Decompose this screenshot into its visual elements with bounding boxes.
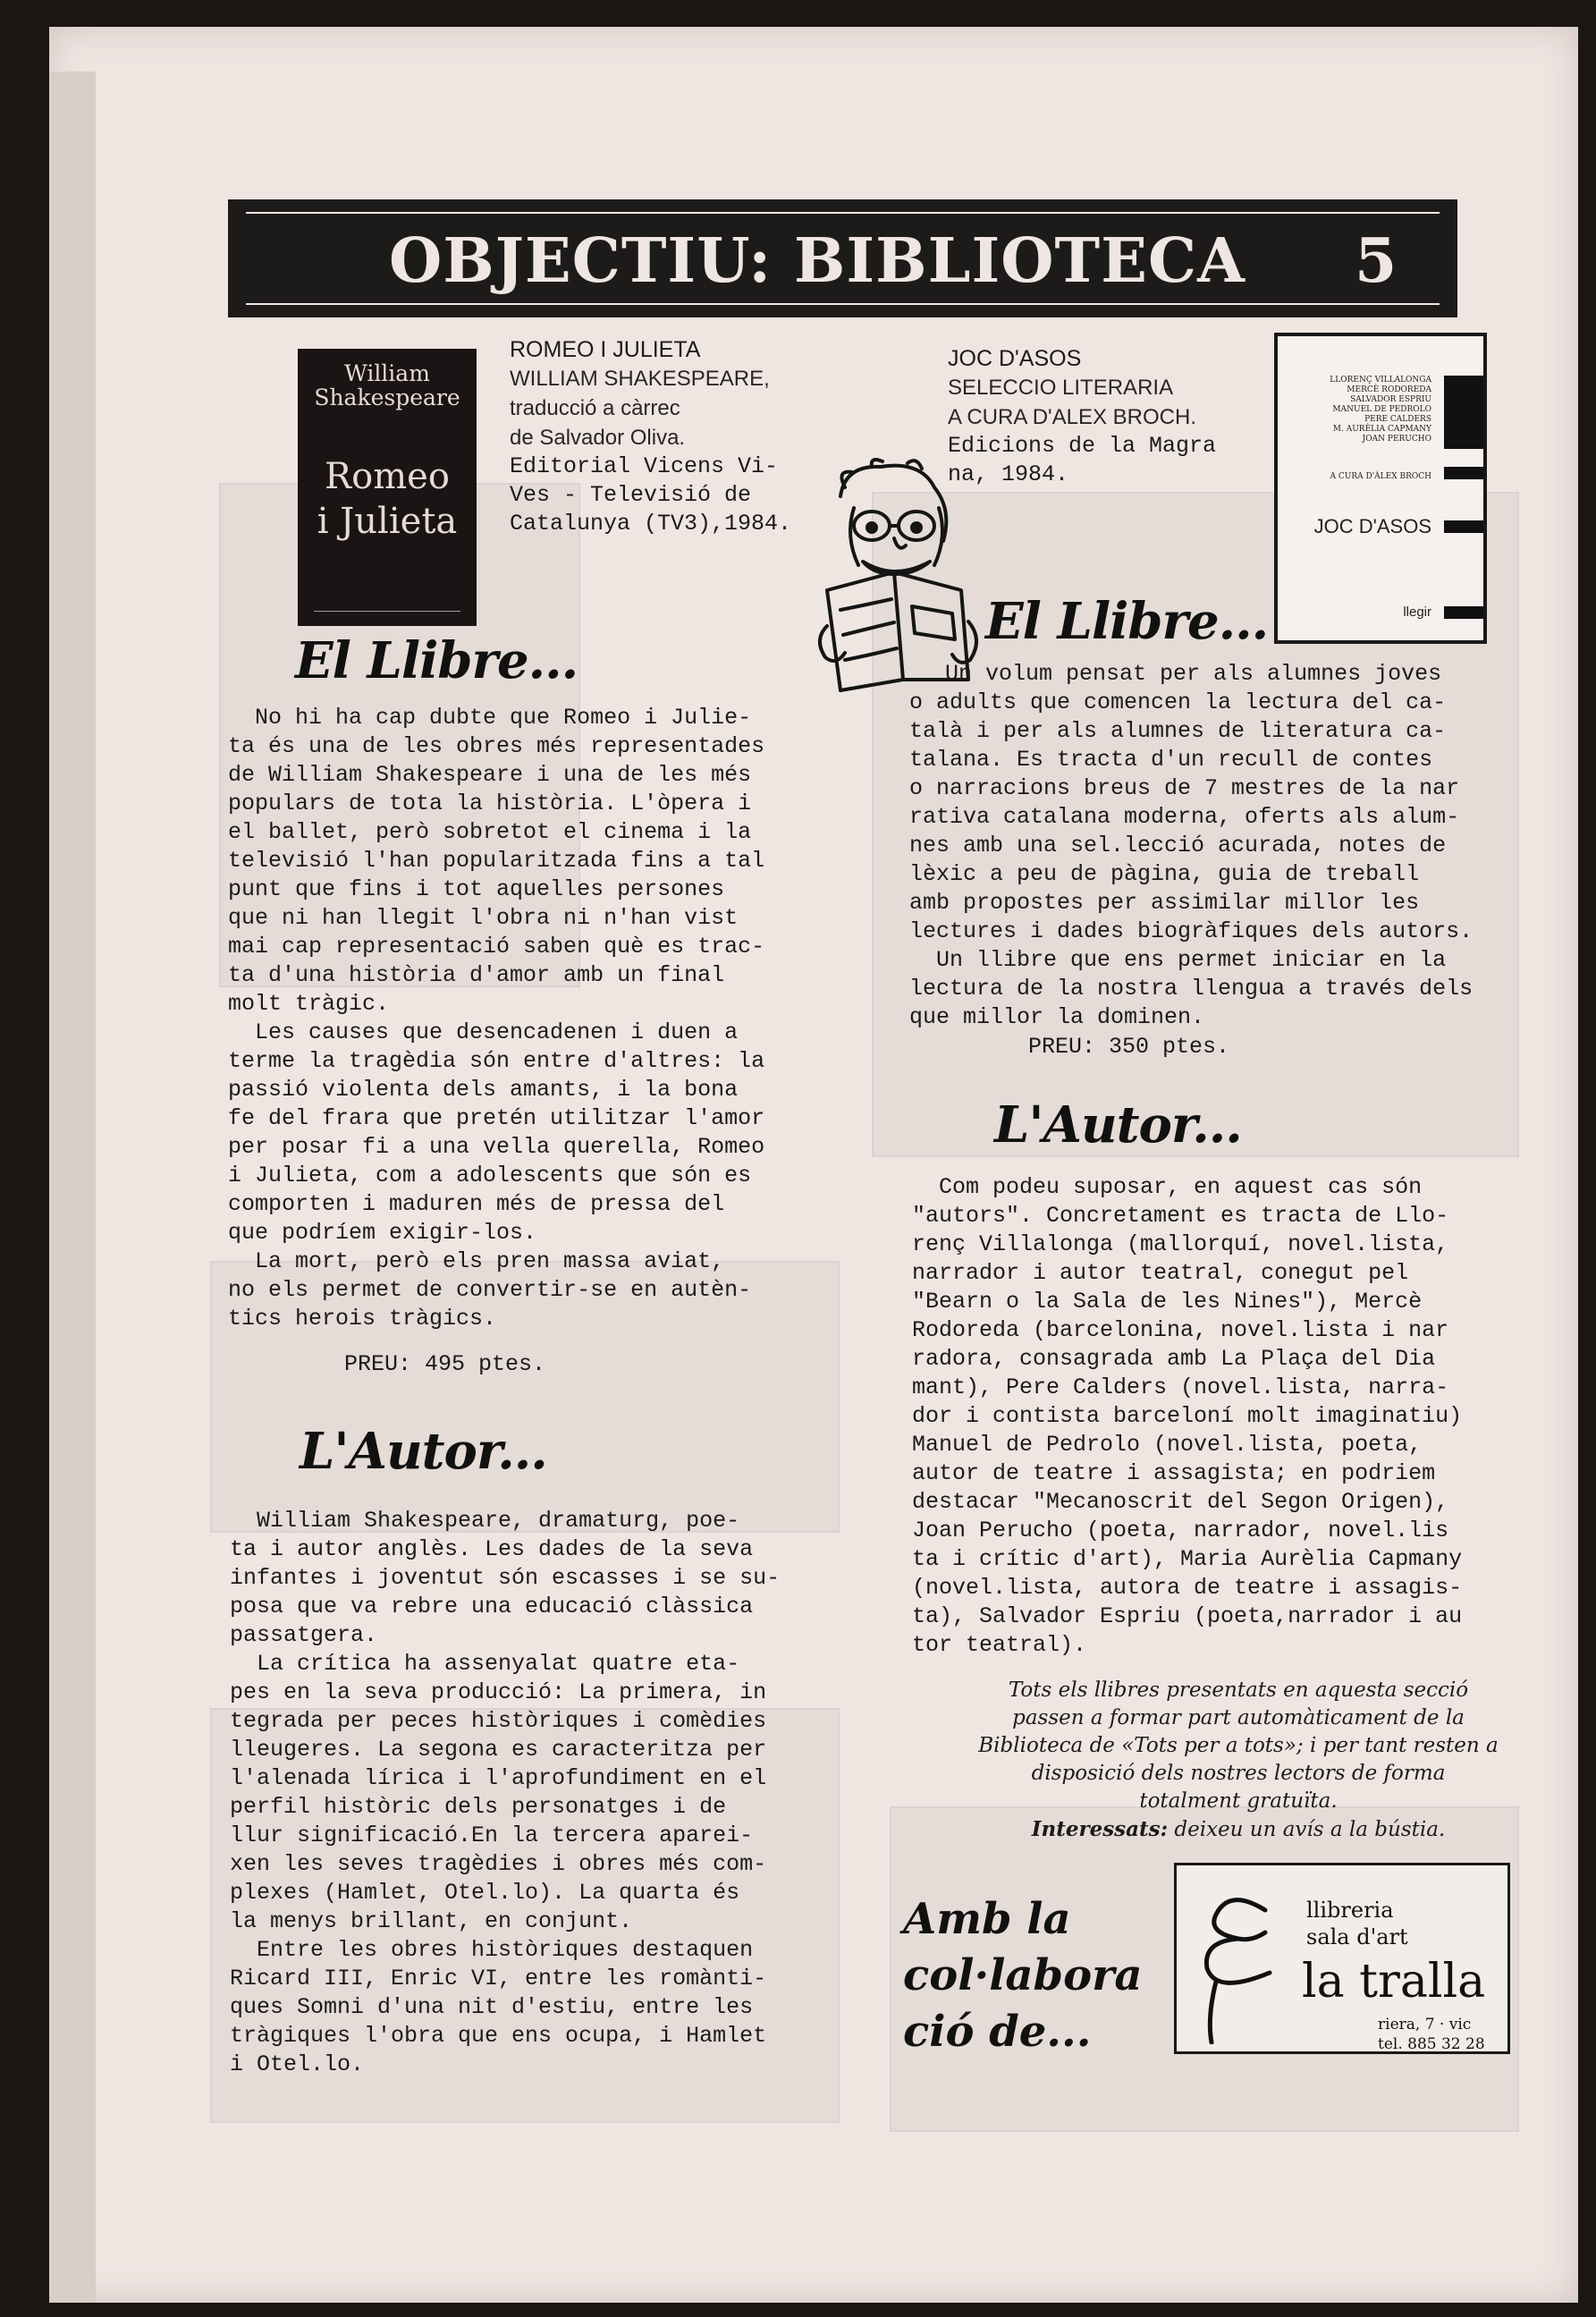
credit-line: A CURA D'ALEX BROCH. [948,405,1196,429]
text-line: que ni han llegit l'obra ni n'han vist [228,905,739,931]
cover-bar [1444,376,1483,449]
banner-rule [246,212,1440,214]
text-line: televisió l'han popularitzada fins a tal [228,848,765,874]
text-line: no els permet de convertir-se en autèn- [228,1277,752,1303]
book2-title: JOC D'ASOS [948,346,1082,371]
text-line: Entre les obres històriques destaquen [230,1937,754,1963]
text-line: (novel.lista, autora de teatre i assagis- [912,1575,1463,1601]
notice-line: Tots els llibres presentats en aquesta secció [1008,1679,1469,1702]
text-line: passió violenta dels amants, i la bona [228,1077,739,1103]
text-line: lectures i dades biogràfiques dels autors. [909,918,1474,944]
text-line: lleugeres. La segona es caracteritza per [230,1737,767,1763]
credit-line: na, 1984. [948,461,1069,487]
cover-publisher: llegir [1403,605,1431,620]
text-line: La crítica ha assenyalat quatre eta- [230,1651,740,1677]
cover-bar [1444,467,1483,479]
credit-line: traducció a càrrec [510,396,680,420]
text-line: "autors". Concretament es tracta de Llo- [912,1203,1449,1229]
text-line: destacar "Mecanoscrit del Segon Origen), [912,1489,1449,1515]
text-line: nes amb una sel.lecció acurada, notes de [909,833,1447,858]
text-line: i Julieta, com a adolescents que són es [228,1163,752,1188]
cover-curator: A CURA D'ÀLEX BROCH [1330,472,1431,481]
text-line: posa que va rebre una educació clàssica [230,1594,754,1619]
text-line: William Shakespeare, dramaturg, poe- [230,1508,740,1534]
text-line: fe del frara que pretén utilitzar l'amor [228,1105,765,1131]
cover-author-list: LLORENÇ VILLALONGA MERCÈ RODOREDA SALVADOR ESPRIU MANUEL DE PEDROLO PERE CALDERS M. AURÈLIA CAPMANY JOAN PERUCHO [1330,376,1431,444]
text-line: lèxic a peu de pàgina, guia de treball [909,861,1420,887]
text-line: Les causes que desencadenen i duen a [228,1019,739,1045]
banner-rule [246,303,1440,305]
section-banner [228,199,1457,317]
text-line: Joan Perucho (poeta, narrador, novel.lis [912,1518,1449,1543]
notice-rest: deixeu un avís a la bústia. [1168,1818,1446,1841]
text-line: o adults que comencen la lectura del ca- [909,689,1447,715]
text-line: mai cap representació saben què es trac- [228,934,765,960]
credit-line: Edicions de la Magra [948,433,1217,459]
page-number: 5 [1355,225,1398,297]
text-line: que millor la dominen. [909,1004,1205,1030]
text-line: passatgera. [230,1622,378,1648]
text-line: No hi ha cap dubte que Romeo i Julie- [228,705,752,731]
credit-line: Catalunya (TV3),1984. [510,511,792,537]
book1-price: PREU: 495 ptes. [344,1351,546,1377]
cover-title: Romeo i Julieta [317,456,458,542]
text-line: pes en la seva producció: La primera, in [230,1679,767,1705]
text-line: talà i per als alumnes de literatura ca- [909,718,1447,744]
ad-type-line: llibreria [1306,1898,1394,1923]
notice-lead: Interessats: [1031,1817,1169,1841]
text-line: l'alenada lírica i l'aprofundiment en el [230,1765,767,1791]
credit-line: de Salvador Oliva. [510,426,686,450]
text-line: terme la tragèdia són entre d'altres: la [228,1048,765,1074]
library-notice [952,1677,1524,1844]
book1-llibre-heading: El Llibre... [295,631,578,690]
cover-bar [1444,606,1483,619]
book2-llibre-heading: El Llibre... [985,592,1269,651]
text-line: populars de tota la història. L'òpera i [228,791,752,816]
text-line: lectura de la nostra llengua a través dels [909,976,1474,1002]
notice-line: totalment gratuïta. [1139,1789,1338,1813]
credit-line: SELECCIO LITERARIA [948,376,1174,400]
page-edge [49,72,96,2303]
text-line: de William Shakespeare i una de les més [228,762,752,788]
text-line: ta i autor anglès. Les dades de la seva [230,1536,754,1562]
la-tralla-logo-icon [1189,1883,1288,2044]
text-line: ta), Salvador Espriu (poeta,narrador i au [912,1603,1463,1629]
text-line: que podríem exigir-los. [228,1220,537,1246]
magazine-page [49,27,1578,2303]
text-line: infantes i joventut són escasses i se su- [230,1565,781,1591]
text-line: Un volum pensat per als alumnes joves [945,661,1442,687]
book2-llibre-text [909,660,1473,1032]
book1-llibre-text [228,704,764,1333]
text-line: "Bearn o la Sala de les Nines"), Mercè [912,1289,1423,1315]
sponsor-ad-la-tralla [1174,1863,1510,2054]
book-cover-romeo-julieta [298,349,477,626]
book1-autor-text [230,1507,780,2079]
text-line: Com podeu suposar, en aquest cas són [912,1174,1423,1200]
text-line: la menys brillant, en conjunt. [230,1908,633,1934]
cover-bar [1444,520,1483,533]
book2-bibliography [948,344,1216,489]
ad-type-line: sala d'art [1306,1924,1408,1949]
text-line: mant), Pere Calders (novel.lista, narra- [912,1374,1449,1400]
book2-price: PREU: 350 ptes. [1028,1034,1230,1060]
text-line: el ballet, però sobretot el cinema i la [228,819,752,845]
text-line: amb propostes per assimilar millor les [909,890,1420,916]
notice-line: Biblioteca de «Tots per a tots»; i per tant resten a [978,1734,1499,1757]
text-line: perfil històric dels personatges i de [230,1794,727,1820]
credit-line: Ves - Televisió de [510,482,752,508]
cover-title: JOC D'ASOS [1313,515,1431,537]
collab-line: ció de... [903,2007,1092,2057]
text-line: Ricard III, Enric VI, entre les romànti- [230,1966,767,1991]
book-cover-joc-dasos [1274,333,1487,644]
text-line: punt que fins i tot aquelles persones [228,876,725,902]
credit-line: WILLIAM SHAKESPEARE, [510,367,770,391]
text-line: La mort, però els pren massa aviat, [228,1248,725,1274]
notice-line: passen a formar part automàticament de la [1012,1706,1465,1729]
text-line: ta d'una història d'amor amb un final [228,962,725,988]
book2-autor-text [912,1173,1462,1660]
text-line: tics herois tràgics. [228,1306,497,1332]
text-line: o narracions breus de 7 mestres de la nar [909,775,1460,801]
text-line: ques Somni d'una nit d'estiu, entre les [230,1994,754,2020]
text-line: llur significació.En la tercera aparei- [230,1822,754,1848]
book2-autor-heading: L'Autor... [994,1095,1242,1154]
text-line: narrador i autor teatral, conegut pel [912,1260,1409,1286]
text-line: rativa catalana moderna, oferts als alum- [909,804,1460,830]
text-line: renç Villalonga (mallorquí, novel.lista, [912,1231,1449,1257]
credit-line: Editorial Vicens Vi- [510,453,779,479]
text-line: autor de teatre i assagista; en podriem [912,1460,1436,1486]
collaboration-heading [903,1891,1143,2060]
ad-address: riera, 7 · vic [1378,2016,1472,2034]
banner-title: OBJECTIU: BIBLIOTECA [389,225,1246,297]
text-line: ta és una de les obres més representades [228,733,765,759]
ad-phone: tel. 885 32 28 [1378,2035,1485,2053]
text-line: ta i crític d'art), Maria Aurèlia Capmany [912,1546,1463,1572]
book1-autor-heading: L'Autor... [300,1422,547,1481]
text-line: tràgiques l'obra que ens ocupa, i Hamlet [230,2023,767,2049]
collab-line: Amb la [903,1894,1071,1944]
text-line: plexes (Hamlet, Otel.lo). La quarta és [230,1880,740,1906]
cover-author: William Shakespeare [314,360,460,410]
ad-name: la tralla [1302,1955,1486,2008]
text-line: per posar fi a una vella querella, Romeo [228,1134,765,1160]
text-line: dor i contista barceloní molt imaginatiu) [912,1403,1463,1429]
text-line: talana. Es tracta d'un recull de contes [909,747,1433,773]
book1-bibliography [510,335,791,538]
collab-line: col·labora [903,1950,1143,2000]
text-line: tor teatral). [912,1632,1087,1658]
text-line: xen les seves tragèdies i obres més com- [230,1851,767,1877]
text-line: Un llibre que ens permet iniciar en la [909,947,1447,973]
text-line: i Otel.lo. [230,2051,365,2077]
notice-contact-line [952,1815,1524,1844]
text-line: molt tràgic. [228,991,390,1017]
text-line: radora, consagrada amb La Plaça del Dia [912,1346,1436,1372]
notice-line: disposició dels nostres lectors de forma [1031,1762,1446,1785]
book1-title: ROMEO I JULIETA [510,337,701,362]
text-line: Rodoreda (barcelonina, novel.lista i nar [912,1317,1449,1343]
text-line: Manuel de Pedrolo (novel.lista, poeta, [912,1432,1423,1458]
text-line: comporten i maduren més de pressa del [228,1191,725,1217]
cover-footer-rule [314,611,460,619]
text-line: tegrada per peces històriques i comèdies [230,1708,767,1734]
